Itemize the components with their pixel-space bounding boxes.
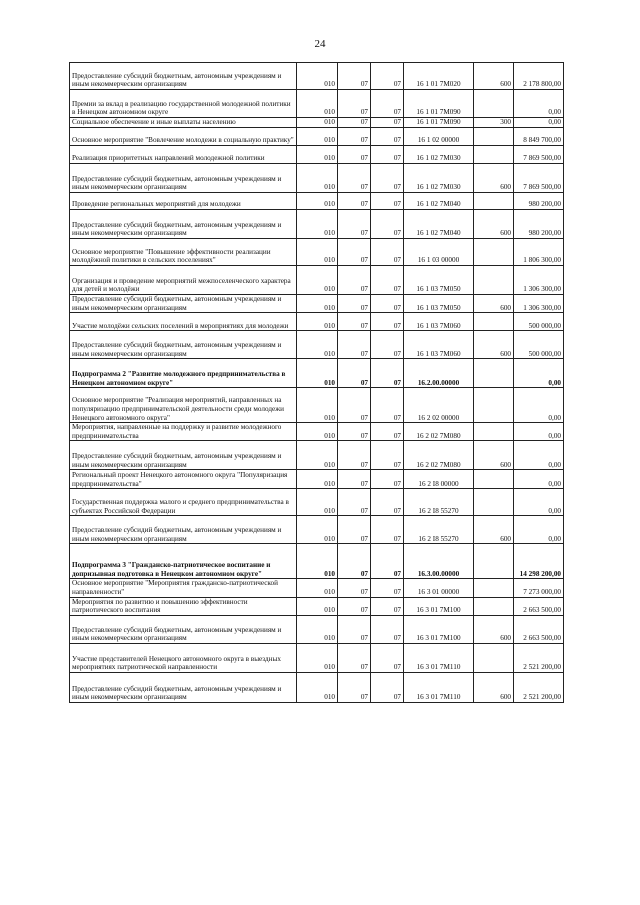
table-cell-expense-type: 600 xyxy=(474,63,514,90)
table-cell-name: Основное мероприятие "Вовлечение молодежи в социальную практику" xyxy=(70,128,297,146)
table-cell-name: Предоставление субсидий бюджетным, автономным учреждениям и иным некоммерческим организациям xyxy=(70,516,297,544)
table-cell-name: Предоставление субсидий бюджетным, автономным учреждениям и иным некоммерческим организациям xyxy=(70,441,297,470)
table-cell-subsection: 07 xyxy=(371,441,404,470)
table-cell-name: Предоставление субсидий бюджетным, автономным учреждениям и иным некоммерческим организациям xyxy=(70,164,297,193)
table-cell-target-article: 16 1 01 7М090 xyxy=(404,90,474,118)
table-row xyxy=(70,118,564,128)
table-cell-admin-code: 010 xyxy=(297,489,338,516)
table-cell-target-article: 16 1 02 7М030 xyxy=(404,164,474,193)
table-cell-subsection: 07 xyxy=(371,313,404,331)
table-cell-target-article: 16 1 02 7М040 xyxy=(404,193,474,210)
table-cell-name: Предоставление субсидий бюджетным, автономным учреждениям и иным некоммерческим организациям xyxy=(70,295,297,313)
table-cell-subsection: 07 xyxy=(371,423,404,441)
table-cell-name: Предоставление субсидий бюджетным, автономным учреждениям и иным некоммерческим организациям xyxy=(70,63,297,90)
table-cell-admin-code: 010 xyxy=(297,470,338,489)
table-cell-name: Основное мероприятие "Повышение эффективности реализации молодёжной политики в сельских поселениях" xyxy=(70,239,297,266)
table-cell-amount: 2 521 200,00 xyxy=(514,643,564,672)
table-cell-expense-type xyxy=(474,423,514,441)
table-cell-amount: 2 178 800,00 xyxy=(514,63,564,90)
table-row xyxy=(70,441,564,470)
table-cell-section: 07 xyxy=(338,672,371,702)
table-cell-target-article: 16 1 03 7М050 xyxy=(404,295,474,313)
table-cell-name: Предоставление субсидий бюджетным, автономным учреждениям и иным некоммерческим организациям xyxy=(70,331,297,359)
table-cell-subsection: 07 xyxy=(371,63,404,90)
table-cell-amount: 1 306 300,00 xyxy=(514,295,564,313)
table-cell-subsection: 07 xyxy=(371,266,404,295)
table-cell-target-article: 16 3 01 7М110 xyxy=(404,643,474,672)
table-cell-section: 07 xyxy=(338,90,371,118)
table-cell-admin-code: 010 xyxy=(297,597,338,615)
table-cell-admin-code: 010 xyxy=(297,193,338,210)
table-cell-expense-type xyxy=(474,193,514,210)
table-cell-admin-code: 010 xyxy=(297,615,338,643)
table-cell-section: 07 xyxy=(338,239,371,266)
table-cell-subsection: 07 xyxy=(371,516,404,544)
table-cell-admin-code: 010 xyxy=(297,63,338,90)
table-cell-admin-code: 010 xyxy=(297,146,338,164)
table-cell-target-article: 16 3 01 00000 xyxy=(404,579,474,597)
table-row xyxy=(70,489,564,516)
table-cell-amount: 500 000,00 xyxy=(514,313,564,331)
table-cell-amount: 1 306 300,00 xyxy=(514,266,564,295)
table-cell-target-article: 16 3 01 7М100 xyxy=(404,597,474,615)
table-cell-name: Участие представителей Ненецкого автономного округа в выездных мероприятиях патриотической направленности xyxy=(70,643,297,672)
table-row xyxy=(70,672,564,702)
table-cell-amount: 0,00 xyxy=(514,441,564,470)
table-cell-admin-code: 010 xyxy=(297,643,338,672)
table-row xyxy=(70,193,564,210)
table-cell-expense-type xyxy=(474,128,514,146)
table-cell-name: Подпрограмма 3 "Гражданско-патриотическое воспитание и допризывная подготовка в Ненецком автономном округе" xyxy=(70,544,297,579)
table-cell-amount: 0,00 xyxy=(514,388,564,423)
table-row xyxy=(70,643,564,672)
table-cell-expense-type: 600 xyxy=(474,672,514,702)
table-cell-target-article: 16 2 I8 00000 xyxy=(404,470,474,489)
table-row xyxy=(70,128,564,146)
table-row xyxy=(70,90,564,118)
table-cell-subsection: 07 xyxy=(371,489,404,516)
table-cell-expense-type xyxy=(474,544,514,579)
table-cell-amount: 980 200,00 xyxy=(514,193,564,210)
table-cell-expense-type xyxy=(474,579,514,597)
table-cell-expense-type xyxy=(474,359,514,388)
table-row xyxy=(70,146,564,164)
table-cell-amount: 500 000,00 xyxy=(514,331,564,359)
table-row xyxy=(70,597,564,615)
table-cell-target-article: 16 3 01 7М110 xyxy=(404,672,474,702)
table-cell-amount: 2 663 500,00 xyxy=(514,597,564,615)
table-cell-amount: 7 869 500,00 xyxy=(514,146,564,164)
table-cell-amount: 7 273 000,00 xyxy=(514,579,564,597)
table-cell-amount: 0,00 xyxy=(514,470,564,489)
table-cell-amount: 2 663 500,00 xyxy=(514,615,564,643)
table-cell-subsection: 07 xyxy=(371,295,404,313)
table-cell-expense-type: 600 xyxy=(474,441,514,470)
table-row xyxy=(70,615,564,643)
page-number: 24 xyxy=(314,38,326,50)
table-cell-admin-code: 010 xyxy=(297,579,338,597)
table-cell-amount: 0,00 xyxy=(514,516,564,544)
table-cell-amount: 0,00 xyxy=(514,90,564,118)
table-cell-amount: 7 869 500,00 xyxy=(514,164,564,193)
table-cell-section: 07 xyxy=(338,63,371,90)
table-cell-section: 07 xyxy=(338,313,371,331)
table-row xyxy=(70,266,564,295)
table-cell-amount: 0,00 xyxy=(514,489,564,516)
table-cell-name: Региональный проект Ненецкого автономного округа "Популяризация предпринимательства" xyxy=(70,470,297,489)
table-cell-name: Организация и проведение мероприятий межпоселенческого характера для детей и молодёжи xyxy=(70,266,297,295)
table-cell-section: 07 xyxy=(338,579,371,597)
table-cell-target-article: 16 1 02 00000 xyxy=(404,128,474,146)
table-cell-subsection: 07 xyxy=(371,331,404,359)
budget-table-body xyxy=(70,63,564,703)
table-cell-name: Реализация приоритетных направлений молодежной политики xyxy=(70,146,297,164)
table-cell-subsection: 07 xyxy=(371,388,404,423)
table-cell-amount: 0,00 xyxy=(514,118,564,128)
table-cell-admin-code: 010 xyxy=(297,313,338,331)
table-cell-section: 07 xyxy=(338,331,371,359)
table-cell-subsection: 07 xyxy=(371,470,404,489)
table-cell-admin-code: 010 xyxy=(297,544,338,579)
table-cell-subsection: 07 xyxy=(371,193,404,210)
table-cell-section: 07 xyxy=(338,388,371,423)
table-cell-section: 07 xyxy=(338,516,371,544)
table-cell-expense-type xyxy=(474,643,514,672)
table-cell-section: 07 xyxy=(338,210,371,239)
table-row xyxy=(70,388,564,423)
table-cell-subsection: 07 xyxy=(371,128,404,146)
table-cell-admin-code: 010 xyxy=(297,210,338,239)
table-cell-section: 07 xyxy=(338,146,371,164)
table-cell-expense-type xyxy=(474,239,514,266)
table-row xyxy=(70,470,564,489)
table-cell-target-article: 16 1 03 7М060 xyxy=(404,331,474,359)
table-cell-expense-type xyxy=(474,313,514,331)
table-cell-section: 07 xyxy=(338,470,371,489)
table-cell-expense-type: 600 xyxy=(474,516,514,544)
table-cell-amount: 1 806 300,00 xyxy=(514,239,564,266)
table-cell-name: Проведение региональных мероприятий для молодежи xyxy=(70,193,297,210)
table-cell-admin-code: 010 xyxy=(297,388,338,423)
table-cell-section: 07 xyxy=(338,193,371,210)
table-cell-subsection: 07 xyxy=(371,146,404,164)
table-cell-expense-type xyxy=(474,266,514,295)
table-cell-admin-code: 010 xyxy=(297,423,338,441)
table-cell-target-article: 16.2.00.00000 xyxy=(404,359,474,388)
budget-table xyxy=(69,62,564,703)
table-cell-expense-type: 300 xyxy=(474,118,514,128)
table-row xyxy=(70,423,564,441)
table-row xyxy=(70,239,564,266)
table-cell-subsection: 07 xyxy=(371,210,404,239)
table-cell-section: 07 xyxy=(338,164,371,193)
table-row xyxy=(70,63,564,90)
table-cell-amount: 2 521 200,00 xyxy=(514,672,564,702)
table-cell-admin-code: 010 xyxy=(297,359,338,388)
table-cell-subsection: 07 xyxy=(371,90,404,118)
table-cell-subsection: 07 xyxy=(371,615,404,643)
table-cell-name: Предоставление субсидий бюджетным, автономным учреждениям и иным некоммерческим организациям xyxy=(70,210,297,239)
table-cell-name: Социальное обеспечение и иные выплаты населению xyxy=(70,118,297,128)
table-cell-name: Премии за вклад в реализацию государственной молодежной политики в Ненецком автономном округе xyxy=(70,90,297,118)
table-row xyxy=(70,313,564,331)
table-cell-amount: 14 298 200,00 xyxy=(514,544,564,579)
table-cell-target-article: 16 2 I8 55270 xyxy=(404,516,474,544)
table-cell-section: 07 xyxy=(338,128,371,146)
table-cell-subsection: 07 xyxy=(371,544,404,579)
table-cell-subsection: 07 xyxy=(371,597,404,615)
table-cell-admin-code: 010 xyxy=(297,90,338,118)
table-cell-expense-type xyxy=(474,388,514,423)
table-cell-expense-type: 600 xyxy=(474,164,514,193)
table-cell-target-article: 16 2 02 7М080 xyxy=(404,441,474,470)
table-cell-expense-type xyxy=(474,146,514,164)
table-cell-section: 07 xyxy=(338,597,371,615)
table-cell-expense-type xyxy=(474,90,514,118)
table-cell-amount: 0,00 xyxy=(514,359,564,388)
table-cell-admin-code: 010 xyxy=(297,128,338,146)
table-cell-target-article: 16 1 03 7М060 xyxy=(404,313,474,331)
table-cell-name: Мероприятия по развитию и повышению эффективности патриотического воспитания xyxy=(70,597,297,615)
table-cell-admin-code: 010 xyxy=(297,331,338,359)
table-cell-admin-code: 010 xyxy=(297,441,338,470)
table-cell-section: 07 xyxy=(338,615,371,643)
table-row xyxy=(70,516,564,544)
table-row xyxy=(70,295,564,313)
table-row xyxy=(70,210,564,239)
table-cell-section: 07 xyxy=(338,359,371,388)
table-cell-name: Основное мероприятие "Реализация мероприятий, направленных на популяризацию предпринимательской деятельности среди молодежи Ненецкого автономного округа" xyxy=(70,388,297,423)
table-cell-target-article: 16 2 02 00000 xyxy=(404,388,474,423)
table-cell-admin-code: 010 xyxy=(297,239,338,266)
table-cell-target-article: 16.3.00.00000 xyxy=(404,544,474,579)
table-cell-target-article: 16 1 03 7М050 xyxy=(404,266,474,295)
table-cell-amount: 8 849 700,00 xyxy=(514,128,564,146)
table-row xyxy=(70,164,564,193)
table-cell-name: Предоставление субсидий бюджетным, автономным учреждениям и иным некоммерческим организациям xyxy=(70,672,297,702)
table-cell-target-article: 16 1 01 7М020 xyxy=(404,63,474,90)
table-cell-target-article: 16 1 01 7М090 xyxy=(404,118,474,128)
table-cell-expense-type xyxy=(474,489,514,516)
table-cell-subsection: 07 xyxy=(371,359,404,388)
table-cell-subsection: 07 xyxy=(371,239,404,266)
table-cell-section: 07 xyxy=(338,489,371,516)
table-cell-admin-code: 010 xyxy=(297,164,338,193)
table-cell-target-article: 16 1 02 7М030 xyxy=(404,146,474,164)
table-cell-section: 07 xyxy=(338,544,371,579)
table-cell-name: Основное мероприятие "Мероприятия гражданско-патриотической направленности" xyxy=(70,579,297,597)
table-cell-expense-type: 600 xyxy=(474,331,514,359)
table-cell-section: 07 xyxy=(338,441,371,470)
table-cell-section: 07 xyxy=(338,118,371,128)
table-cell-target-article: 16 1 03 00000 xyxy=(404,239,474,266)
table-cell-name: Подпрограмма 2 "Развитие молодежного предпринимательства в Ненецком автономном округе" xyxy=(70,359,297,388)
table-cell-target-article: 16 2 02 7М080 xyxy=(404,423,474,441)
table-cell-expense-type xyxy=(474,470,514,489)
table-cell-admin-code: 010 xyxy=(297,118,338,128)
table-row xyxy=(70,359,564,388)
table-cell-target-article: 16 2 I8 55270 xyxy=(404,489,474,516)
table-cell-expense-type: 600 xyxy=(474,210,514,239)
table-row xyxy=(70,544,564,579)
table-cell-amount: 980 200,00 xyxy=(514,210,564,239)
table-cell-admin-code: 010 xyxy=(297,516,338,544)
table-cell-admin-code: 010 xyxy=(297,295,338,313)
table-cell-expense-type: 600 xyxy=(474,295,514,313)
table-cell-name: Мероприятия, направленные на поддержку и развитие молодежного предпринимательства xyxy=(70,423,297,441)
table-cell-subsection: 07 xyxy=(371,118,404,128)
table-cell-subsection: 07 xyxy=(371,579,404,597)
table-cell-expense-type xyxy=(474,597,514,615)
table-cell-name: Участие молодёжи сельских поселений в мероприятиях для молодежи xyxy=(70,313,297,331)
table-cell-target-article: 16 1 02 7М040 xyxy=(404,210,474,239)
table-cell-section: 07 xyxy=(338,423,371,441)
table-cell-name: Государственная поддержка малого и среднего предпринимательства в субъектах Российской Федерации xyxy=(70,489,297,516)
table-cell-subsection: 07 xyxy=(371,672,404,702)
table-cell-admin-code: 010 xyxy=(297,266,338,295)
table-row xyxy=(70,579,564,597)
table-cell-section: 07 xyxy=(338,643,371,672)
table-cell-name: Предоставление субсидий бюджетным, автономным учреждениям и иным некоммерческим организациям xyxy=(70,615,297,643)
table-cell-subsection: 07 xyxy=(371,164,404,193)
table-cell-section: 07 xyxy=(338,266,371,295)
table-cell-target-article: 16 3 01 7М100 xyxy=(404,615,474,643)
table-cell-expense-type: 600 xyxy=(474,615,514,643)
table-cell-section: 07 xyxy=(338,295,371,313)
table-cell-subsection: 07 xyxy=(371,643,404,672)
table-row xyxy=(70,331,564,359)
table-cell-admin-code: 010 xyxy=(297,672,338,702)
table-cell-amount: 0,00 xyxy=(514,423,564,441)
